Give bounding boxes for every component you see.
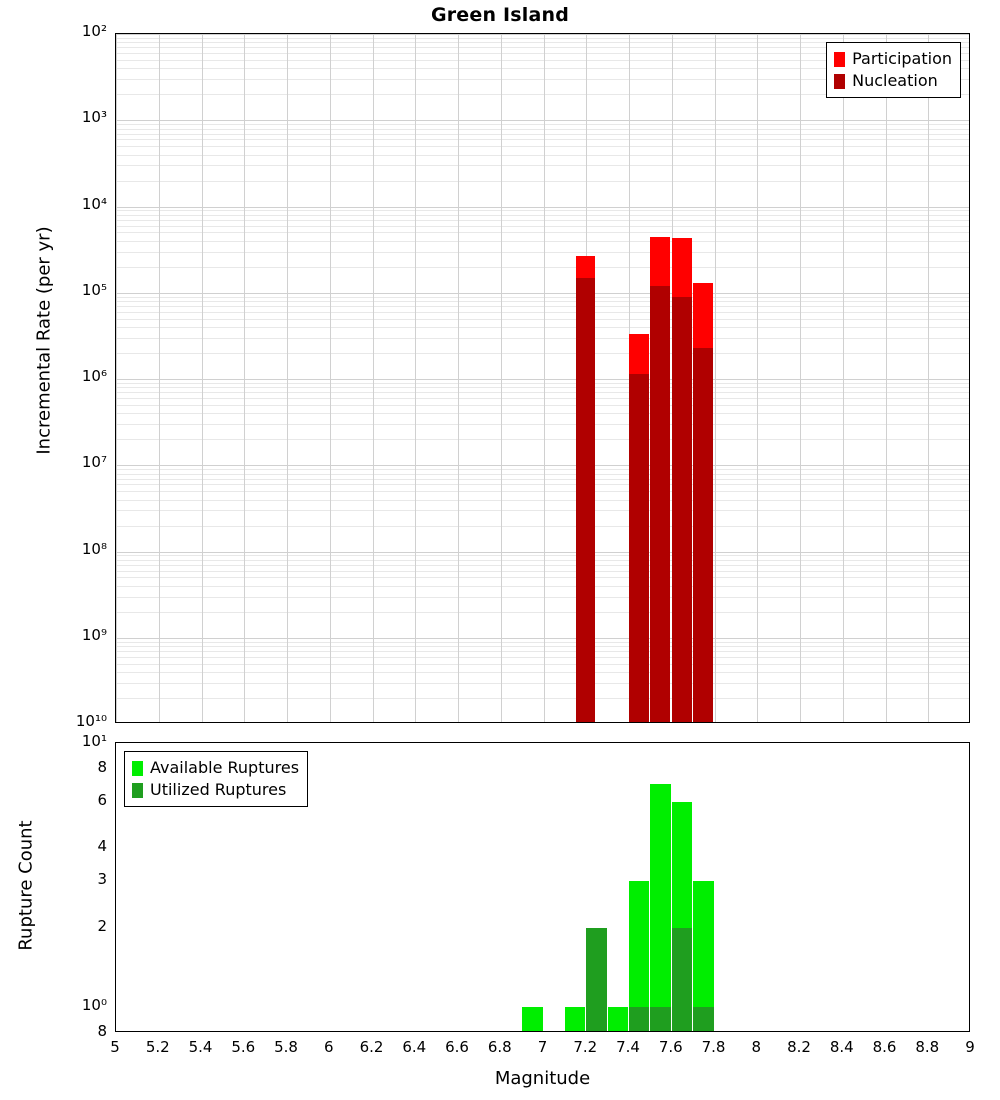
y-tick-label: 8 xyxy=(97,757,107,776)
x-tick-label: 5.6 xyxy=(231,1038,256,1056)
gridline xyxy=(458,34,459,722)
incremental-rate-plot xyxy=(115,33,970,723)
bar-nucleation xyxy=(650,286,670,723)
nucleation-swatch-icon xyxy=(834,74,845,89)
gridline xyxy=(116,34,117,722)
gridline xyxy=(244,34,245,722)
gridline xyxy=(757,34,758,722)
gridline xyxy=(373,34,374,722)
bar-available-ruptures xyxy=(650,784,670,1032)
x-tick-label: 6.4 xyxy=(402,1038,427,1056)
participation-swatch-icon xyxy=(834,52,845,67)
legend-label-nucleation: Nucleation xyxy=(852,71,938,90)
y-tick-label: 10¹ xyxy=(81,732,107,750)
x-tick-label: 8.6 xyxy=(872,1038,897,1056)
gridline xyxy=(501,34,502,722)
gridline xyxy=(715,34,716,722)
gridline xyxy=(330,34,331,722)
y-tick-label: 10⁴ xyxy=(81,194,107,213)
gridline xyxy=(287,34,288,722)
bar-nucleation xyxy=(672,297,692,723)
x-tick-label: 6.6 xyxy=(445,1038,469,1056)
y-axis-label-top: Incremental Rate (per yr) xyxy=(33,226,55,455)
x-tick-label: 7.6 xyxy=(658,1038,683,1056)
gridline xyxy=(886,34,887,722)
utilized-ruptures-swatch-icon xyxy=(132,783,143,798)
y-axis-label-bottom: Rupture Count xyxy=(15,820,37,951)
x-tick-label: 6.2 xyxy=(359,1038,384,1056)
gridline xyxy=(202,34,203,722)
x-axis-label: Magnitude xyxy=(494,1068,591,1089)
y-tick-label: 10¹⁰ xyxy=(75,712,107,730)
page-title: Green Island xyxy=(430,4,570,26)
x-tick-label: 7.4 xyxy=(616,1038,640,1056)
y-tick-label: 6 xyxy=(97,790,107,809)
legend-label-available-ruptures: Available Ruptures xyxy=(150,758,300,777)
legend-item-available-ruptures xyxy=(132,757,299,779)
y-tick-label: 10⁶ xyxy=(81,367,107,385)
bar-utilized-ruptures xyxy=(629,1007,649,1032)
y-tick-label: 4 xyxy=(97,837,107,856)
x-tick-label: 8.4 xyxy=(829,1038,854,1056)
x-tick-label: 5 xyxy=(110,1038,120,1056)
legend-incremental-rate xyxy=(826,42,961,98)
legend-item-nucleation xyxy=(834,70,952,92)
x-tick-label: 5.2 xyxy=(145,1038,170,1056)
bar-utilized-ruptures xyxy=(693,1007,713,1032)
x-tick-label: 5.8 xyxy=(274,1038,298,1056)
x-tick-label: 6.8 xyxy=(487,1038,512,1056)
x-tick-label: 5.4 xyxy=(188,1038,213,1056)
bar-utilized-ruptures xyxy=(650,1007,670,1032)
x-tick-label: 7.2 xyxy=(573,1038,598,1056)
x-tick-label: 7.8 xyxy=(701,1038,726,1056)
bar-utilized-ruptures xyxy=(672,928,692,1032)
gridline xyxy=(928,34,929,722)
y-tick-label: 2 xyxy=(97,916,107,935)
y-tick-label: 10⁸ xyxy=(81,539,107,558)
x-tick-label: 8 xyxy=(751,1038,762,1056)
x-tick-label: 6 xyxy=(323,1038,334,1056)
bar-available-ruptures xyxy=(522,1007,542,1032)
rupture-count-plot xyxy=(115,742,970,1032)
bar-available-ruptures xyxy=(565,1007,585,1032)
y-tick-label: 10³ xyxy=(81,108,107,127)
legend-label-utilized-ruptures: Utilized Ruptures xyxy=(150,780,287,799)
gridline xyxy=(159,34,160,722)
gridline xyxy=(544,34,545,722)
y-tick-label: 10² xyxy=(81,22,107,40)
y-tick-label: 10⁰ xyxy=(81,996,107,1015)
bar-nucleation xyxy=(693,348,713,723)
x-tick-label: 8.2 xyxy=(787,1038,811,1056)
bar-nucleation xyxy=(576,278,596,723)
y-tick-label: 3 xyxy=(97,870,107,889)
gridline xyxy=(415,34,416,722)
y-tick-label: 10⁵ xyxy=(81,280,107,299)
y-tick-label: 8 xyxy=(97,1022,107,1040)
legend-rupture-count xyxy=(124,751,308,807)
y-tick-label: 10⁹ xyxy=(81,625,107,644)
legend-item-participation xyxy=(834,48,952,70)
bar-available-ruptures xyxy=(608,1007,628,1032)
bar-utilized-ruptures xyxy=(586,928,606,1032)
gridline xyxy=(800,34,801,722)
available-ruptures-swatch-icon xyxy=(132,761,143,776)
bar-nucleation xyxy=(629,374,649,723)
gridline xyxy=(843,34,844,722)
legend-label-participation: Participation xyxy=(852,49,952,68)
y-tick-label: 10⁷ xyxy=(81,453,107,472)
x-tick-label: 9 xyxy=(965,1038,975,1056)
legend-item-utilized-ruptures xyxy=(132,779,299,801)
x-tick-label: 7 xyxy=(537,1038,548,1056)
x-tick-label: 8.8 xyxy=(915,1038,940,1056)
